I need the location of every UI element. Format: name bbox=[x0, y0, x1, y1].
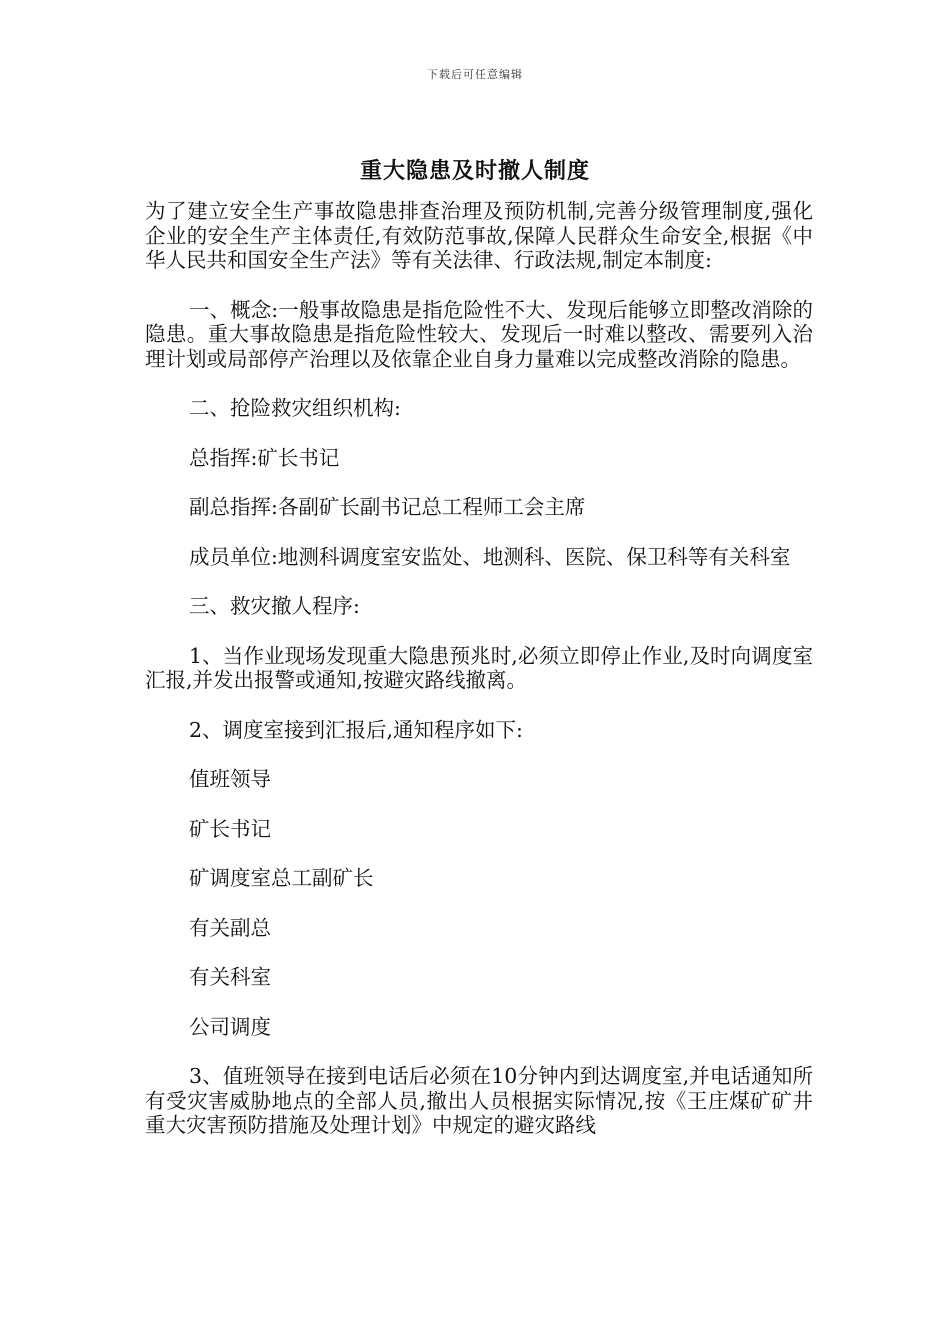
list-item-duty-leader: 值班领导 bbox=[189, 767, 271, 791]
paragraph-member-units: 成员单位:地测科调度室安监处、地测科、医院、保卫科等有关科室 bbox=[189, 544, 791, 569]
paragraph-step-3: 3、值班领导在接到电话后必须在10分钟内到达调度室,并电话通知所有受灾害威胁地点的全部人员,撤出人员根据实际情况,按《王庄煤矿矿井重大灾害预防措施及处理计划》中规定的避灾路线 bbox=[145, 1064, 813, 1137]
document-body bbox=[145, 199, 813, 1163]
paragraph-section-2-heading: 二、抢险救灾组织机构: bbox=[189, 396, 401, 420]
paragraph-section-3-heading: 三、救灾撤人程序: bbox=[189, 594, 360, 618]
list-item-mine-director: 矿长书记 bbox=[189, 816, 271, 841]
paragraph-commander: 总指挥:矿长书记 bbox=[189, 445, 340, 470]
document-title: 重大隐患及时撤人制度 bbox=[359, 158, 590, 184]
paragraph-deputy-commander: 副总指挥:各副矿长副书记总工程师工会主席 bbox=[189, 495, 586, 519]
paragraph-step-1: 1、当作业现场发现重大隐患预兆时,必须立即停止作业,及时向调度室汇报,并发出报警或通知,按避灾路线撤离。 bbox=[145, 643, 813, 692]
paragraph-step-2: 2、调度室接到汇报后,通知程序如下: bbox=[189, 717, 523, 742]
list-item-dispatch-room: 矿调度室总工副矿长 bbox=[189, 866, 374, 890]
list-item-departments: 有关科室 bbox=[189, 965, 271, 989]
list-item-company-dispatch: 公司调度 bbox=[189, 1014, 271, 1039]
paragraph-intro: 为了建立安全生产事故隐患排查治理及预防机制,完善分级管理制度,强化企业的安全生产主体责任,有效防范事故,保障人民群众生命安全,根据《中华人民共和国安全生产法》等有关法律、行政法规,制定本制度: bbox=[145, 199, 813, 272]
list-item-deputy-chiefs: 有关副总 bbox=[189, 915, 271, 940]
paragraph-concept: 一、概念:一般事故隐患是指危险性不大、发现后能够立即整改消除的隐患。重大事故隐患是指危险性较大、发现后一时难以整改、需要列入治理计划或局部停产治理以及依靠企业自身力量难以完成整改消除的隐患。 bbox=[145, 297, 813, 371]
header-note: 下载后可任意编辑 bbox=[427, 68, 523, 81]
